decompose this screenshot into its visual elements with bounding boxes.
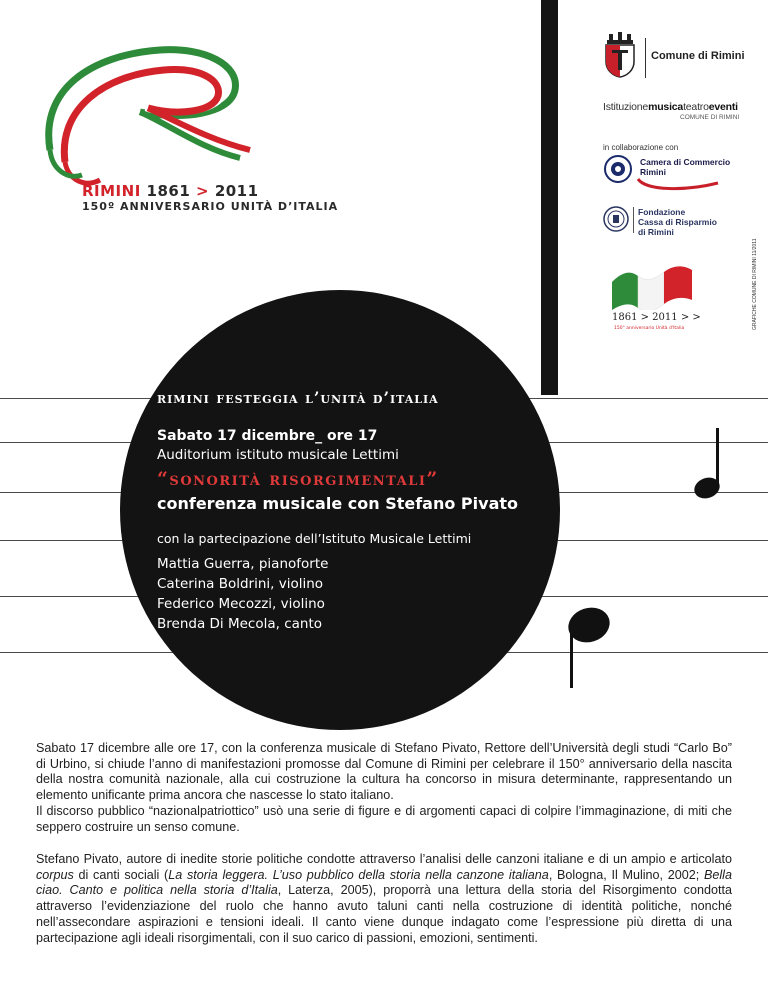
tricolore-r-logo-icon <box>30 30 270 190</box>
event-date: Sabato 17 dicembre_ ore 17 <box>157 428 378 444</box>
camera-commercio-icon <box>603 154 633 184</box>
istituzione-logo: Istituzionemusicateatroeventi <box>603 101 738 113</box>
print-code: GRAFICHE COMUNE DI RIMINI 11/2011 <box>752 238 758 330</box>
performer: Caterina Boldrini, violino <box>157 576 324 592</box>
small-anniversary: 150° anniversario Unità d'Italia <box>614 326 685 331</box>
fondazione-seal-icon <box>603 206 629 232</box>
event-title: “sonorità risorgimentali” <box>157 468 439 490</box>
small-years: 1861 > 2011 > > <box>612 312 701 323</box>
logo-anniversary: 150º ANNIVERSARIO UNITÀ D’ITALIA <box>82 200 339 213</box>
performers-list <box>157 554 328 634</box>
camera-commercio-name: Camera di Commercio Rimini <box>640 157 731 177</box>
performer: Federico Mecozzi, violino <box>157 596 325 612</box>
performer: Mattia Guerra, pianoforte <box>157 556 329 572</box>
event-venue: Auditorium istituto musicale Lettimi <box>157 447 399 463</box>
note-stem <box>541 0 558 395</box>
performer: Brenda Di Mecola, canto <box>157 616 322 632</box>
eighth-note-stem <box>716 428 719 484</box>
event-headline: rimini festeggia l’unità d’italia <box>157 388 439 407</box>
logo-city-years: RIMINI 1861 > 2011 <box>82 182 259 200</box>
body-paragraph-2: Stefano Pivato, autore di inedite storie politiche condotte attraverso l’analisi delle canzoni italiane e di un ampio e articolato corpus di canti sociali (La storia leggera. L’uso pubblico della storia nella canzone italiana, Bologna, Il Mulino, 2002; Bella ciao. Canto e politica nella storia d’Italia, Laterza, 2005), proporrà una lettura della storia del Risorgimento condotta attraverso l’evidenziazione del ruolo che hanno avuto taluni canti nella costruzione di identità politiche, nonché nell’assecondare aspirazioni e tensioni ideali. Il canto viene dunque indagato come l’espressione più diretta di una partecipazione agli ideali risorgimentali, con il suo carico di passioni, emozioni, sentimenti. <box>36 852 732 945</box>
comune-name: Comune di Rimini <box>651 50 745 62</box>
event-participation: con la partecipazione dell’Istituto Musicale Lettimi <box>157 531 472 546</box>
collaboration-label: in collaborazione con <box>603 143 679 152</box>
camera-swoosh-icon <box>636 175 720 193</box>
istituzione-comune: COMUNE DI RIMINI <box>680 114 740 121</box>
divider <box>645 38 646 78</box>
fondazione-name: Fondazione Cassa di Risparmio di Rimini <box>638 207 717 237</box>
body-paragraph-1: Sabato 17 dicembre alle ore 17, con la conferenza musicale di Stefano Pivato, Rettore dell’Università degli studi “Carlo Bo” di Urbino, si chiude l’anno di manifestazioni promosse dal Comune di Rimini per celebrare il 150° anniversario della nascita della nostra comunità nazionale, alla cui costruzione la cultura ha concorso in misura determinante, rappresentando un elemento unificante prima ancora che nascesse lo stato italiano. Il discorso pubblico “nazionalpatriottico” usò una serie di figure e di argomenti capaci di colpire l’immaginazione, di miti che seppero costruire un senso comune. <box>36 741 732 834</box>
comune-crest-icon <box>603 32 637 78</box>
tricolore-flag-icon <box>608 262 694 310</box>
divider <box>633 207 634 233</box>
event-subtitle: conferenza musicale con Stefano Pivato <box>157 494 518 513</box>
